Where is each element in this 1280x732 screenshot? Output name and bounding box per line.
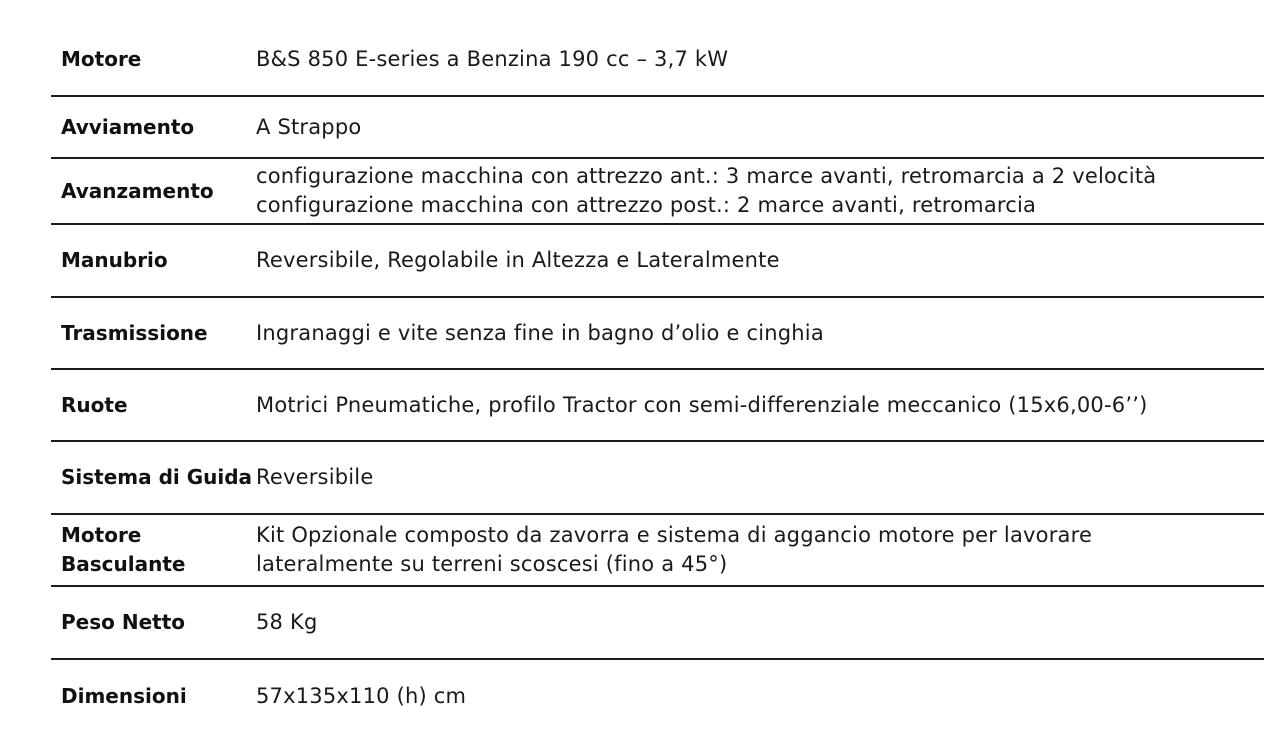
spec-row-avviamento: [51, 97, 1264, 159]
spec-label: Dimensioni: [61, 683, 187, 708]
spec-label: Sistema di Guida: [61, 465, 253, 489]
spec-table: [51, 24, 1264, 732]
spec-row-dimensioni: [51, 660, 1264, 732]
spec-value: Kit Opzionale composto da zavorra e sistema di aggancio motore per lavorare lateralmente su terreni scoscesi (fino a 45°): [256, 523, 1093, 576]
spec-value: configurazione macchina con attrezzo ant.: 3 marce avanti, retromarcia a 2 velocità configurazione macchina con attrezzo post.: 2 marce avanti, retromarcia: [256, 164, 1157, 217]
spec-row-sistema-di-guida: [51, 442, 1264, 515]
spec-label: Manubrio: [61, 248, 168, 272]
spec-value: 57x135x110 (h) cm: [256, 683, 467, 708]
spec-row-motore-basculante: [51, 515, 1264, 587]
spec-value: Motrici Pneumatiche, profilo Tractor con semi-differenziale meccanico (15x6,00-6’’): [256, 392, 1148, 417]
spec-value: Ingranaggi e vite senza fine in bagno d’olio e cinghia: [256, 320, 824, 345]
spec-label: Trasmissione: [61, 320, 208, 345]
spec-label: Peso Netto: [61, 610, 185, 634]
spec-label: Motore: [61, 47, 142, 71]
spec-label: Avanzamento: [61, 178, 214, 203]
spec-row-trasmissione: [51, 298, 1264, 370]
spec-label: Ruote: [61, 392, 128, 417]
spec-row-manubrio: [51, 225, 1264, 298]
spec-value: Reversibile, Regolabile in Altezza e Lateralmente: [256, 248, 780, 272]
spec-row-peso-netto: [51, 587, 1264, 660]
spec-row-avanzamento: [51, 159, 1264, 225]
spec-label: Motore Basculante: [61, 523, 186, 576]
spec-value: B&S 850 E-series a Benzina 190 cc – 3,7 kW: [256, 47, 729, 71]
spec-value: 58 Kg: [256, 610, 318, 634]
spec-value: Reversibile: [256, 465, 374, 489]
spec-label: Avviamento: [61, 114, 195, 139]
spec-row-motore: [51, 24, 1264, 97]
spec-row-ruote: [51, 370, 1264, 442]
spec-value: A Strappo: [256, 114, 362, 139]
